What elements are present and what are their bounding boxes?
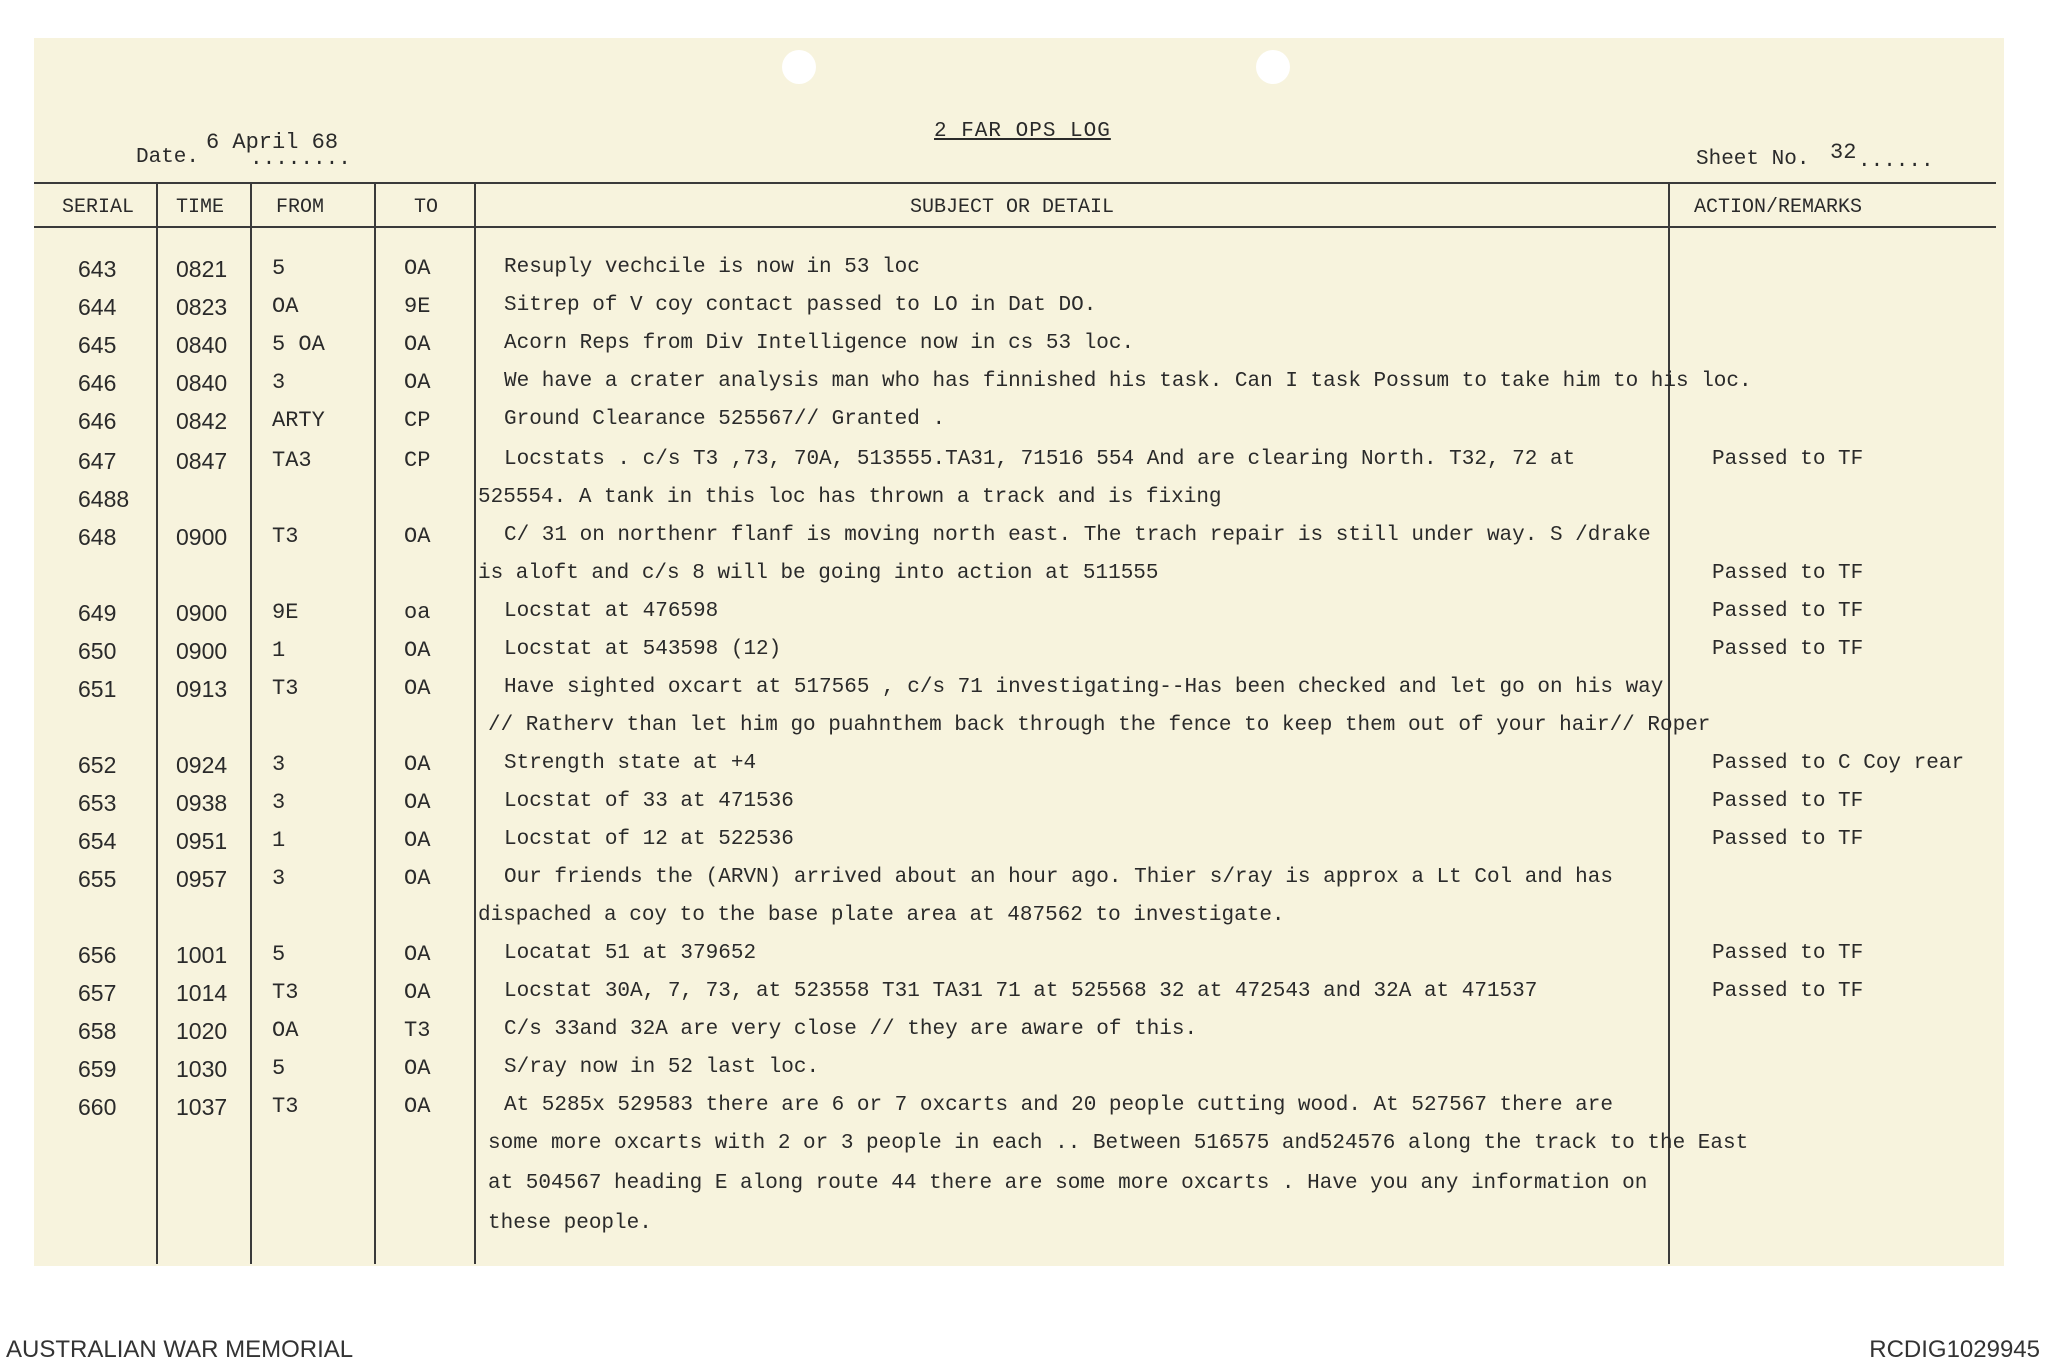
to-cell: OA xyxy=(404,370,431,395)
log-row xyxy=(0,332,2048,368)
serial-cell: 659 xyxy=(78,1056,117,1082)
time-cell: 0951 xyxy=(176,828,228,854)
log-row xyxy=(0,1172,2048,1208)
serial-cell: 643 xyxy=(78,256,117,282)
to-cell: OA xyxy=(404,1056,431,1081)
time-cell: 0900 xyxy=(176,524,228,550)
time-cell: 0900 xyxy=(176,600,228,626)
time-cell: 0840 xyxy=(176,332,228,358)
serial-cell: 656 xyxy=(78,942,117,968)
from-cell: OA xyxy=(272,1018,299,1043)
log-row xyxy=(0,1018,2048,1054)
sheet-value: 32 xyxy=(1830,140,1857,165)
from-cell: T3 xyxy=(272,676,299,701)
log-row xyxy=(0,524,2048,560)
to-cell: CP xyxy=(404,408,431,433)
serial-cell: 660 xyxy=(78,1094,117,1120)
log-row xyxy=(0,752,2048,788)
time-cell: 1030 xyxy=(176,1056,228,1082)
log-row xyxy=(0,714,2048,750)
from-cell: 3 xyxy=(272,370,286,395)
detail-cell: Locstat of 33 at 471536 xyxy=(504,790,794,813)
time-cell: 1020 xyxy=(176,1018,228,1044)
serial-cell: 653 xyxy=(78,790,117,816)
log-row xyxy=(0,1094,2048,1130)
date-label: Date. xyxy=(136,146,200,169)
remarks-cell: Passed to TF xyxy=(1712,448,1864,471)
detail-cell: Strength state at +4 xyxy=(504,752,757,775)
remarks-cell: Passed to TF xyxy=(1712,638,1864,661)
to-cell: OA xyxy=(404,752,431,777)
log-row xyxy=(0,294,2048,330)
detail-cell: Resuply vechcile is now in 53 loc xyxy=(504,256,920,279)
time-cell: 0913 xyxy=(176,676,228,702)
to-cell: 9E xyxy=(404,294,431,319)
time-cell: 0900 xyxy=(176,638,228,664)
remarks-cell: Passed to TF xyxy=(1712,562,1864,585)
log-row xyxy=(0,562,2048,598)
serial-cell: 647 xyxy=(78,448,117,474)
remarks-cell: Passed to TF xyxy=(1712,980,1864,1003)
date-dots: ........ xyxy=(250,148,351,171)
serial-cell: 645 xyxy=(78,332,117,358)
detail-cell: Locstat at 543598 (12) xyxy=(504,638,782,661)
time-cell: 1001 xyxy=(176,942,228,968)
time-cell: 0847 xyxy=(176,448,228,474)
detail-cell: Locatat 51 at 379652 xyxy=(504,942,757,965)
log-row xyxy=(0,448,2048,484)
detail-cell: We have a crater analysis man who has finnished his task. Can I task Possum to take him to his loc. xyxy=(504,370,1752,393)
log-row xyxy=(0,828,2048,864)
to-cell: CP xyxy=(404,448,431,473)
time-cell: 0840 xyxy=(176,370,228,396)
time-cell: 0938 xyxy=(176,790,228,816)
to-cell: OA xyxy=(404,942,431,967)
from-cell: 1 xyxy=(272,828,286,853)
detail-cell: Ground Clearance 525567// Granted . xyxy=(504,408,946,431)
serial-cell: 655 xyxy=(78,866,117,892)
detail-cell: some more oxcarts with 2 or 3 people in each .. Between 516575 and524576 along the track to the East xyxy=(488,1132,1749,1155)
time-cell: 0821 xyxy=(176,256,228,282)
to-cell: OA xyxy=(404,332,431,357)
detail-cell: Locstat 30A, 7, 73, at 523558 T31 TA31 71 at 525568 32 at 472543 and 32A at 471537 xyxy=(504,980,1538,1003)
from-cell: ARTY xyxy=(272,408,325,433)
log-row xyxy=(0,486,2048,522)
log-title: 2 FAR OPS LOG xyxy=(934,120,1111,143)
sheet-dots: ...... xyxy=(1858,150,1934,173)
serial-cell: 652 xyxy=(78,752,117,778)
serial-cell: 651 xyxy=(78,676,117,702)
log-row xyxy=(0,904,2048,940)
from-cell: 3 xyxy=(272,790,286,815)
from-cell: TA3 xyxy=(272,448,312,473)
from-cell: T3 xyxy=(272,980,299,1005)
detail-cell: Locstat of 12 at 522536 xyxy=(504,828,794,851)
to-cell: OA xyxy=(404,524,431,549)
detail-cell: At 5285x 529583 there are 6 or 7 oxcarts and 20 people cutting wood. At 527567 there are xyxy=(504,1094,1613,1117)
punch-hole xyxy=(782,50,816,84)
detail-cell: // Ratherv than let him go puahnthem back through the fence to keep them out of your hair// Roper xyxy=(488,714,1711,737)
log-row xyxy=(0,790,2048,826)
column-header-remarks: ACTION/REMARKS xyxy=(1694,196,1863,219)
detail-cell: Our friends the (ARVN) arrived about an hour ago. Thier s/ray is approx a Lt Col and has xyxy=(504,866,1613,889)
detail-cell: Locstats . c/s T3 ,73, 70A, 513555.TA31, 71516 554 And are clearing North. T32, 72 at xyxy=(504,448,1576,471)
to-cell: OA xyxy=(404,676,431,701)
remarks-cell: Passed to TF xyxy=(1712,942,1864,965)
from-cell: 3 xyxy=(272,866,286,891)
remarks-cell: Passed to C Coy rear xyxy=(1712,752,1965,775)
time-cell: 0924 xyxy=(176,752,228,778)
to-cell: T3 xyxy=(404,1018,431,1043)
to-cell: OA xyxy=(404,980,431,1005)
detail-cell: S/ray now in 52 last loc. xyxy=(504,1056,820,1079)
serial-cell: 644 xyxy=(78,294,117,320)
sheet-label: Sheet No. xyxy=(1696,148,1810,171)
to-cell: OA xyxy=(404,828,431,853)
from-cell: T3 xyxy=(272,1094,299,1119)
log-row xyxy=(0,676,2048,712)
detail-cell: is aloft and c/s 8 will be going into action at 511555 xyxy=(478,562,1159,585)
from-cell: 5 xyxy=(272,942,286,967)
log-row xyxy=(0,638,2048,674)
log-row xyxy=(0,600,2048,636)
from-cell: 1 xyxy=(272,638,286,663)
detail-cell: dispached a coy to the base plate area at 487562 to investigate. xyxy=(478,904,1285,927)
to-cell: OA xyxy=(404,638,431,663)
serial-cell: 646 xyxy=(78,408,117,434)
time-cell: 0842 xyxy=(176,408,228,434)
column-header-subject: SUBJECT OR DETAIL xyxy=(910,196,1115,219)
header-top-rule xyxy=(34,182,1996,184)
to-cell: OA xyxy=(404,866,431,891)
detail-cell: these people. xyxy=(488,1212,652,1235)
time-cell: 0957 xyxy=(176,866,228,892)
from-cell: 5 OA xyxy=(272,332,325,357)
detail-cell: C/s 33and 32A are very close // they are aware of this. xyxy=(504,1018,1198,1041)
time-cell: 1014 xyxy=(176,980,228,1006)
date-value: 6 April 68 xyxy=(206,130,339,155)
detail-cell: Sitrep of V coy contact passed to LO in Dat DO. xyxy=(504,294,1097,317)
remarks-cell: Passed to TF xyxy=(1712,828,1864,851)
to-cell: OA xyxy=(404,1094,431,1119)
log-row xyxy=(0,980,2048,1016)
detail-cell: at 504567 heading E along route 44 there are some more oxcarts . Have you any information on xyxy=(488,1172,1648,1195)
serial-cell: 657 xyxy=(78,980,117,1006)
serial-cell: 649 xyxy=(78,600,117,626)
serial-cell: 6488 xyxy=(78,486,130,512)
to-cell: oa xyxy=(404,600,431,625)
detail-cell: C/ 31 on northenr flanf is moving north east. The trach repair is still under way. S /drake xyxy=(504,524,1651,547)
from-cell: T3 xyxy=(272,524,299,549)
footer-item-id: RCDIG1029945 xyxy=(1869,1336,2040,1363)
footer-archive-name: AUSTRALIAN WAR MEMORIAL xyxy=(6,1336,354,1363)
from-cell: 3 xyxy=(272,752,286,777)
column-header-time: TIME xyxy=(176,196,225,219)
serial-cell: 648 xyxy=(78,524,117,550)
from-cell: 5 xyxy=(272,1056,286,1081)
serial-cell: 658 xyxy=(78,1018,117,1044)
from-cell: 9E xyxy=(272,600,299,625)
log-row xyxy=(0,942,2048,978)
log-row xyxy=(0,1056,2048,1092)
log-row xyxy=(0,1212,2048,1248)
to-cell: OA xyxy=(404,790,431,815)
log-row xyxy=(0,1132,2048,1168)
column-header-to: TO xyxy=(414,196,439,219)
serial-cell: 654 xyxy=(78,828,117,854)
detail-cell: 525554. A tank in this loc has thrown a track and is fixing xyxy=(478,486,1222,509)
serial-cell: 646 xyxy=(78,370,117,396)
log-row xyxy=(0,866,2048,902)
from-cell: 5 xyxy=(272,256,286,281)
column-header-serial: SERIAL xyxy=(62,196,135,219)
header-bottom-rule xyxy=(34,226,1996,228)
time-cell: 1037 xyxy=(176,1094,228,1120)
log-row xyxy=(0,370,2048,406)
log-row xyxy=(0,408,2048,444)
remarks-cell: Passed to TF xyxy=(1712,600,1864,623)
detail-cell: Acorn Reps from Div Intelligence now in cs 53 loc. xyxy=(504,332,1135,355)
remarks-cell: Passed to TF xyxy=(1712,790,1864,813)
serial-cell: 650 xyxy=(78,638,117,664)
punch-hole xyxy=(1256,50,1290,84)
detail-cell: Have sighted oxcart at 517565 , c/s 71 investigating--Has been checked and let go on his way xyxy=(504,676,1664,699)
log-row xyxy=(0,256,2048,292)
time-cell: 0823 xyxy=(176,294,228,320)
column-header-from: FROM xyxy=(276,196,325,219)
detail-cell: Locstat at 476598 xyxy=(504,600,719,623)
to-cell: OA xyxy=(404,256,431,281)
from-cell: OA xyxy=(272,294,299,319)
